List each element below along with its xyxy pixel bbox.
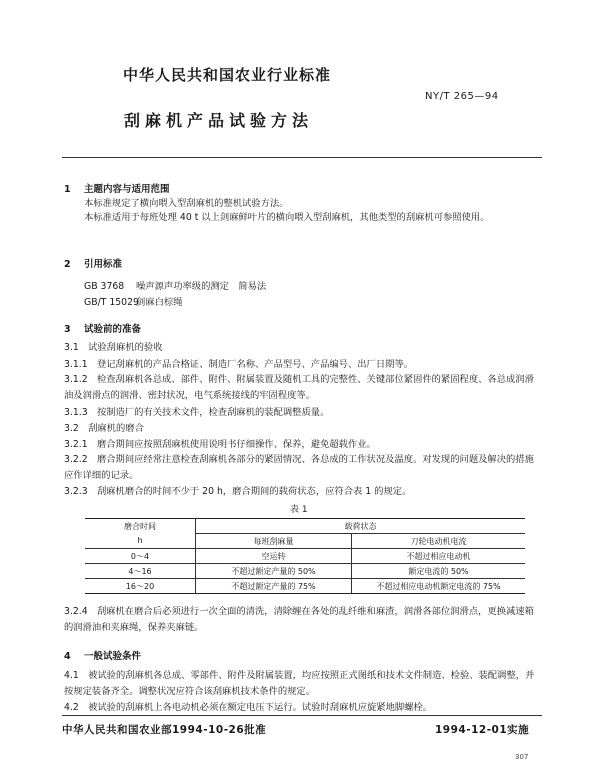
table-cell: 16～20 — [85, 579, 196, 594]
table-row — [85, 564, 525, 579]
section-4-heading — [64, 648, 141, 662]
table-cell: 4～16 — [85, 564, 196, 579]
clause-4-2: 4.2 被试验的刮麻机上各电动机必须在额定电压下运行。试验时刮麻机应旋紧地脚螺栓。 — [64, 702, 433, 713]
table-header-time: 磨合时间 — [85, 519, 196, 534]
clause-3-1-2: 3.1.2 检查刮麻机各总成、部件、附件、附属装置及随机工具的完整性、关键部位紧固件的紧固程度、各总成润滑油及润滑点的润滑、密封状况，电气系统接线的牢固程度等。 — [64, 374, 534, 401]
clause-3-2-4: 3.2.4 刮麻机在磨合后必须进行一次全面的清洗，清除缠在各处的乱纤维和麻渣，润滑各部位润滑点，更换减速箱的润滑油和夹麻绳，保养夹麻链。 — [64, 606, 534, 633]
section-number: 1 — [64, 184, 71, 195]
page-number: 307 — [515, 753, 529, 761]
standard-number: NY/T 265—94 — [425, 91, 499, 102]
clause-3-2-2: 3.2.2 磨合期间应经常注意检查刮麻机各部分的紧固情况、各总成的工作状况及温度。对发现的问题及解决的措施应作详细的记录。 — [64, 454, 534, 481]
clause-4-1: 4.1 被试验的刮麻机各总成、零部件、附件及附属装置，均应按照正式图纸和技术文件制造、检验、装配调整，并按规定装备齐全。调整状况应符合该刮麻机技术条件的规定。 — [64, 670, 535, 697]
s1-paragraph-1: 本标准规定了横向喂入型刮麻机的整机试验方法。 — [84, 198, 289, 209]
load-table — [85, 518, 525, 594]
standard-title: 中华人民共和国农业行业标准 — [123, 66, 332, 84]
clause-3-1-1: 3.1.1 登记刮麻机的产品合格证、制造厂名称、产品型号、产品编号、出厂日期等。 — [64, 359, 414, 370]
table-cell: 不超过额定产量的 75% — [196, 579, 352, 594]
header-divider — [62, 157, 542, 158]
table-header-feed: 每班刮麻量 — [196, 534, 352, 549]
table-cell: 0～4 — [85, 549, 196, 564]
section-3-heading — [64, 321, 141, 335]
table-row — [85, 549, 525, 564]
reference-code: GB 3768 — [84, 281, 125, 292]
clause-3-1: 3.1 试验刮麻机的验收 — [64, 342, 163, 353]
s1-paragraph-2: 本标准适用于每班处理 40 t 以上剑麻鲜叶片的横向喂入型刮麻机，其他类型的刮麻机可参照使用。 — [84, 212, 490, 223]
reference-name: 剑麻白棕绳 — [136, 297, 183, 308]
section-number: 3 — [64, 324, 71, 335]
reference-item — [84, 296, 183, 309]
reference-name: 噪声源声功率级的测定 简易法 — [136, 281, 267, 292]
table-cell: 不超过相应电动机额定电流的 75% — [352, 579, 526, 594]
reference-code: GB/T 15029 — [84, 297, 139, 308]
footer-divider — [62, 715, 542, 716]
table-cell: 空运转 — [196, 549, 352, 564]
table-header-load: 载荷状态 — [196, 519, 526, 534]
table-header-unit: h — [137, 536, 143, 546]
section-title: 引用标准 — [84, 259, 123, 270]
clause-3-1-3: 3.1.3 按制造厂的有关技术文件，检查刮麻机的装配调整质量。 — [64, 407, 330, 418]
section-title: 主题内容与适用范围 — [84, 184, 170, 195]
clause-3-2-1: 3.2.1 磨合期间应按照刮麻机使用说明书仔细操作、保养，避免超载作业。 — [64, 439, 376, 450]
table-cell: 额定电流的 50% — [352, 564, 526, 579]
section-number: 2 — [64, 259, 71, 270]
section-title: 试验前的准备 — [84, 324, 142, 335]
effective-date: 1994-12-01实施 — [435, 724, 530, 736]
section-number: 4 — [64, 651, 71, 662]
table-header-current: 刀轮电动机电流 — [352, 534, 526, 549]
table-caption: 表 1 — [290, 505, 308, 515]
approval-line: 中华人民共和国农业部1994-10-26批准 — [62, 724, 267, 736]
table-cell: 不超过额定产量的 50% — [196, 564, 352, 579]
section-1-heading — [64, 181, 170, 195]
clause-3-2-3: 3.2.3 刮麻机磨合的时间不少于 20 h，磨合期间的载荷状态，应符合表 1 的规定。 — [64, 486, 412, 497]
reference-item — [84, 280, 266, 293]
table-row — [85, 579, 525, 594]
clause-3-2: 3.2 刮麻机的磨合 — [64, 423, 144, 434]
section-title: 一般试验条件 — [84, 651, 142, 662]
table-cell: 不超过相应电动机 — [352, 549, 526, 564]
document-title: 刮麻机产品试验方法 — [124, 111, 314, 130]
section-2-heading — [64, 256, 122, 270]
